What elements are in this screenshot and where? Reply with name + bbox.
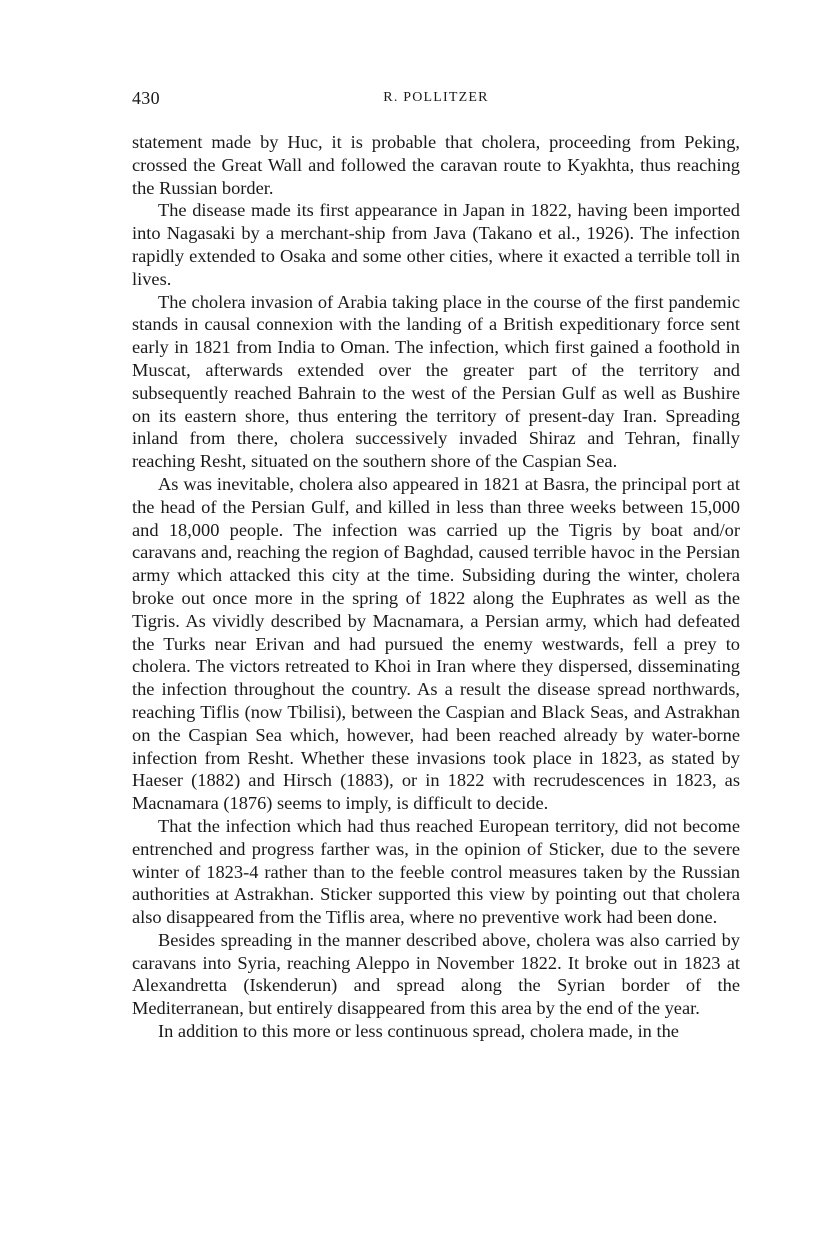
paragraph: In addition to this more or less continuous spread, cholera made, in the bbox=[158, 1021, 679, 1042]
page-number: 430 bbox=[132, 88, 160, 108]
body-text bbox=[132, 131, 740, 1043]
paragraph: The cholera invasion of Arabia taking place in the course of the first pandemic stands in causal connexion with the landing of a British expeditionary force sent early in 1821 from India to Oman. The infection, which first gained a foothold in Muscat, afterwards extended over the greater part of the territory and subsequently reached Bahrain to the west of the Persian Gulf as well as Bushire on its eastern shore, thus entering the territory of present-day Iran. Spreading inland from there, cholera successively invaded Shiraz and Tehran, finally reaching Resht, situated on the southern shore of the Caspian Sea. bbox=[132, 291, 740, 472]
running-head: R. POLLITZER bbox=[383, 90, 489, 105]
paragraph: That the infection which had thus reached European territory, did not become entrenched and progress farther was, in the opinion of Sticker, due to the severe winter of 1823-4 rather than to the feeble control measures taken by the Russian authorities at Astrakhan. Sticker supported this view by pointing out that cholera also disappeared from the Tiflis area, where no preventive work had been done. bbox=[132, 815, 740, 928]
paragraph: As was inevitable, cholera also appeared in 1821 at Basra, the principal port at the head of the Persian Gulf, and killed in less than three weeks between 15,000 and 18,000 people. The infection was carried up the Tigris by boat and/or caravans and, reaching the region of Baghdad, caused terrible havoc in the Persian army which attacked this city at the time. Subsiding during the winter, cholera broke out once more in the spring of 1822 along the Euphrates as well as the Tigris. As vividly described by Macnamara, a Persian army, which had defeated the Turks near Erivan and had pursued the enemy westwards, fell a prey to cholera. The victors retreated to Khoi in Iran where they dispersed, disseminating the infection throughout the country. As a result the disease spread northwards, reaching Tiflis (now Tbilisi), between the Caspian and Black Seas, and Astrakhan on the Caspian Sea which, however, had been reached already by water-borne infection from Resht. Whether these invasions took place in 1823, as stated by Haeser (1882) and Hirsch (1883), or in 1822 with recrudescences in 1823, as Macnamara (1876) seems to imply, is difficult to decide. bbox=[132, 473, 740, 814]
paragraph: The disease made its first appearance in Japan in 1822, having been imported into Nagasaki by a merchant-ship from Java (Takano et al., 1926). The infection rapidly extended to Osaka and some other cities, where it exacted a terrible toll in lives. bbox=[132, 200, 740, 289]
page-header bbox=[132, 88, 740, 112]
paragraph: statement made by Huc, it is probable that cholera, proceeding from Peking, crossed the Great Wall and followed the caravan route to Kyakhta, thus reaching the Russian border. bbox=[132, 132, 740, 198]
paragraph: Besides spreading in the manner described above, cholera was also carried by caravans into Syria, reaching Aleppo in November 1822. It broke out in 1823 at Alexandretta (Iskenderun) and spread along the Syrian border of the Mediterranean, but entirely disappeared from this area by the end of the year. bbox=[132, 929, 740, 1019]
